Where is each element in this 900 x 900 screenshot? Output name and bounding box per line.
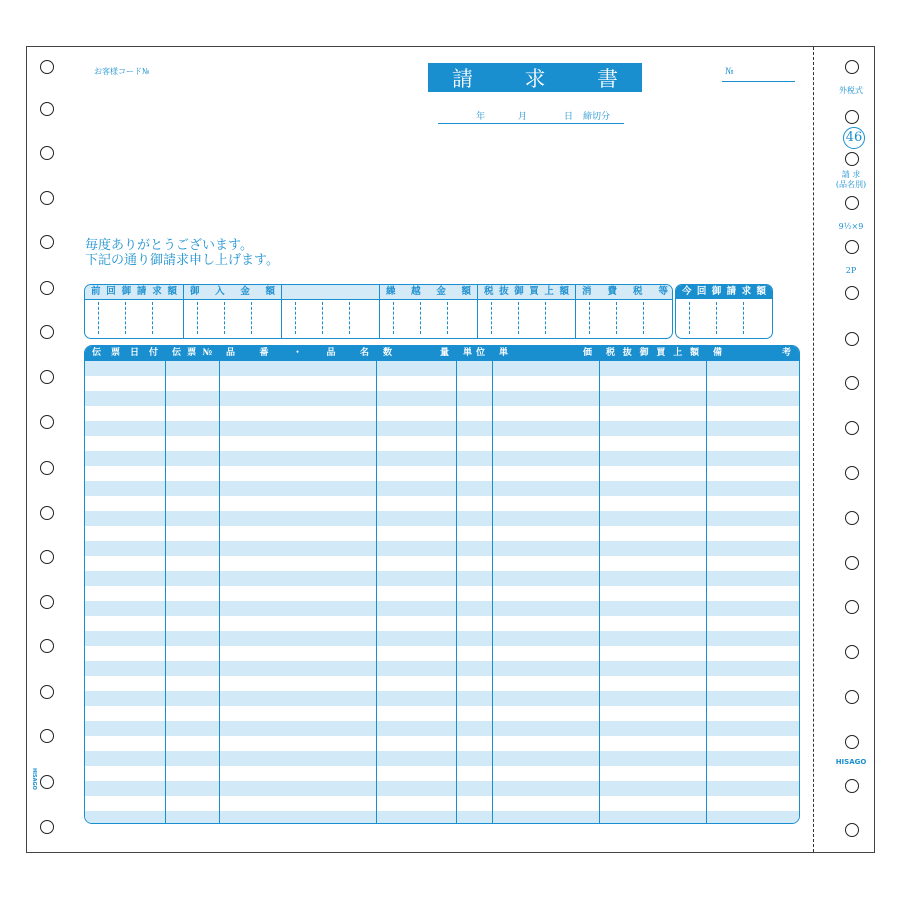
sprocket-hole <box>845 779 859 793</box>
table-row[interactable] <box>85 541 799 556</box>
table-row[interactable] <box>85 661 799 676</box>
summary-column[interactable] <box>281 285 379 338</box>
sprocket-hole <box>40 506 54 520</box>
table-row[interactable] <box>85 421 799 436</box>
summary-column-label: 消 費 税 等 <box>582 286 668 297</box>
digit-divider <box>689 302 690 334</box>
year-label: 年 <box>476 112 486 122</box>
table-row[interactable] <box>85 511 799 526</box>
table-row[interactable] <box>85 601 799 616</box>
form-kind-line: (品名別) <box>835 180 867 189</box>
closing-label: 締切分 <box>583 112 611 122</box>
table-header-cell: 数 量 <box>383 348 449 358</box>
sprocket-hole <box>845 421 859 435</box>
digit-divider <box>98 302 99 334</box>
sprocket-hole <box>845 645 859 659</box>
table-row[interactable] <box>85 691 799 706</box>
sprocket-hole <box>845 556 859 570</box>
summary-column[interactable] <box>85 285 183 338</box>
sprocket-hole <box>845 511 859 525</box>
sprocket-hole <box>845 600 859 614</box>
sprocket-hole <box>845 240 859 254</box>
summary-column[interactable] <box>477 285 575 338</box>
current-billing-label: 今 回 御 請 求 額 <box>676 285 772 299</box>
table-row[interactable] <box>85 721 799 736</box>
number-label: № <box>725 67 734 77</box>
sprocket-hole <box>40 235 54 249</box>
table-header-cell: 単 位 <box>463 348 485 358</box>
title-char: 求 <box>524 66 546 91</box>
sprocket-hole <box>40 729 54 743</box>
greeting <box>85 238 279 268</box>
column-divider <box>706 346 707 823</box>
sprocket-hole <box>40 461 54 475</box>
digit-divider <box>251 302 252 334</box>
form-size: 9½×9 <box>838 222 864 231</box>
table-header-cell: 税 抜 御 買 上 額 <box>606 348 699 358</box>
sprocket-hole <box>40 60 54 74</box>
sprocket-hole <box>40 146 54 160</box>
tax-type-label: 外税式 <box>839 86 863 95</box>
digit-divider <box>518 302 519 334</box>
sprocket-hole <box>845 196 859 210</box>
sprocket-hole <box>40 550 54 564</box>
table-header-cell: 品 番 ・ 品 名 <box>226 348 369 358</box>
sprocket-hole <box>40 595 54 609</box>
sprocket-hole <box>40 281 54 295</box>
column-divider <box>219 346 220 823</box>
digit-divider <box>322 302 323 334</box>
table-row[interactable] <box>85 481 799 496</box>
sprocket-hole <box>40 415 54 429</box>
form-kind-line: 請 求 <box>841 170 861 179</box>
greeting-line: 毎度ありがとうございます。 <box>85 238 253 253</box>
table-header-cell: 伝 票 日 付 <box>92 348 158 358</box>
sprocket-hole <box>845 152 859 166</box>
digit-divider <box>545 302 546 334</box>
sprocket-hole <box>40 370 54 384</box>
sprocket-hole <box>845 332 859 346</box>
sprocket-hole <box>845 60 859 74</box>
digit-divider <box>224 302 225 334</box>
digit-divider <box>616 302 617 334</box>
sprocket-hole <box>845 110 859 124</box>
form-parts: 2P <box>845 266 857 275</box>
column-divider <box>165 346 166 823</box>
digit-divider <box>743 302 744 334</box>
digit-divider <box>125 302 126 334</box>
digit-divider <box>349 302 350 334</box>
table-row[interactable] <box>85 571 799 586</box>
table-row[interactable] <box>85 631 799 646</box>
sprocket-hole <box>40 102 54 116</box>
sprocket-hole <box>40 325 54 339</box>
sprocket-hole <box>845 466 859 480</box>
digit-divider <box>643 302 644 334</box>
sprocket-hole <box>845 735 859 749</box>
sprocket-hole <box>845 690 859 704</box>
customer-code-label: お客様コード№ <box>94 67 150 76</box>
greeting-line: 下記の通り御請求申し上げます。 <box>85 253 279 268</box>
table-row[interactable] <box>85 361 799 376</box>
day-label: 日 <box>564 112 574 122</box>
brand-logo: HISAGO <box>835 758 867 766</box>
summary-column[interactable] <box>183 285 281 338</box>
table-row[interactable] <box>85 391 799 406</box>
brand-logo-left: HISAGO <box>31 768 37 790</box>
number-field[interactable] <box>722 81 795 82</box>
summary-column-label: 税 抜 御 買 上 額 <box>484 286 569 297</box>
column-divider <box>599 346 600 823</box>
digit-divider <box>420 302 421 334</box>
table-row[interactable] <box>85 781 799 796</box>
table-body <box>85 361 799 824</box>
sprocket-hole <box>40 191 54 205</box>
table-row[interactable] <box>85 751 799 766</box>
summary-column-label: 御 入 金 額 <box>190 286 275 297</box>
column-divider <box>376 346 377 823</box>
column-divider <box>456 346 457 823</box>
summary-column-label: 繰 越 金 額 <box>386 286 471 297</box>
digit-divider <box>491 302 492 334</box>
line-items-table <box>84 345 800 824</box>
form-kind <box>830 170 872 190</box>
sprocket-hole <box>845 286 859 300</box>
summary-column-label: 前 回 御 請 求 額 <box>91 286 177 297</box>
digit-divider <box>393 302 394 334</box>
table-header-cell: 単 価 <box>499 348 592 358</box>
digit-divider <box>295 302 296 334</box>
sprocket-hole <box>40 639 54 653</box>
perforation-line <box>813 47 814 852</box>
current-billing-box <box>675 284 773 339</box>
digit-divider <box>197 302 198 334</box>
title-char: 請 <box>452 66 473 91</box>
table-row[interactable] <box>85 811 799 824</box>
sprocket-hole <box>40 685 54 699</box>
invoice-title <box>428 63 642 92</box>
table-header <box>85 346 799 361</box>
title-char: 書 <box>597 66 618 91</box>
digit-divider <box>589 302 590 334</box>
table-header-cell: 備 考 <box>713 348 791 358</box>
form-number-badge: 46 <box>843 127 865 149</box>
closing-date-field[interactable] <box>438 109 624 124</box>
column-divider <box>492 346 493 823</box>
digit-divider <box>152 302 153 334</box>
month-label: 月 <box>518 112 528 122</box>
summary-table <box>84 284 673 339</box>
digit-divider <box>447 302 448 334</box>
summary-column-label <box>282 285 379 299</box>
sprocket-hole <box>845 376 859 390</box>
table-header-cell: 伝 票 № <box>172 348 212 358</box>
sprocket-hole <box>40 775 54 789</box>
sprocket-hole <box>40 820 54 834</box>
summary-column[interactable] <box>379 285 477 338</box>
sprocket-hole <box>845 823 859 837</box>
summary-column[interactable] <box>575 285 673 338</box>
digit-divider <box>716 302 717 334</box>
table-row[interactable] <box>85 451 799 466</box>
